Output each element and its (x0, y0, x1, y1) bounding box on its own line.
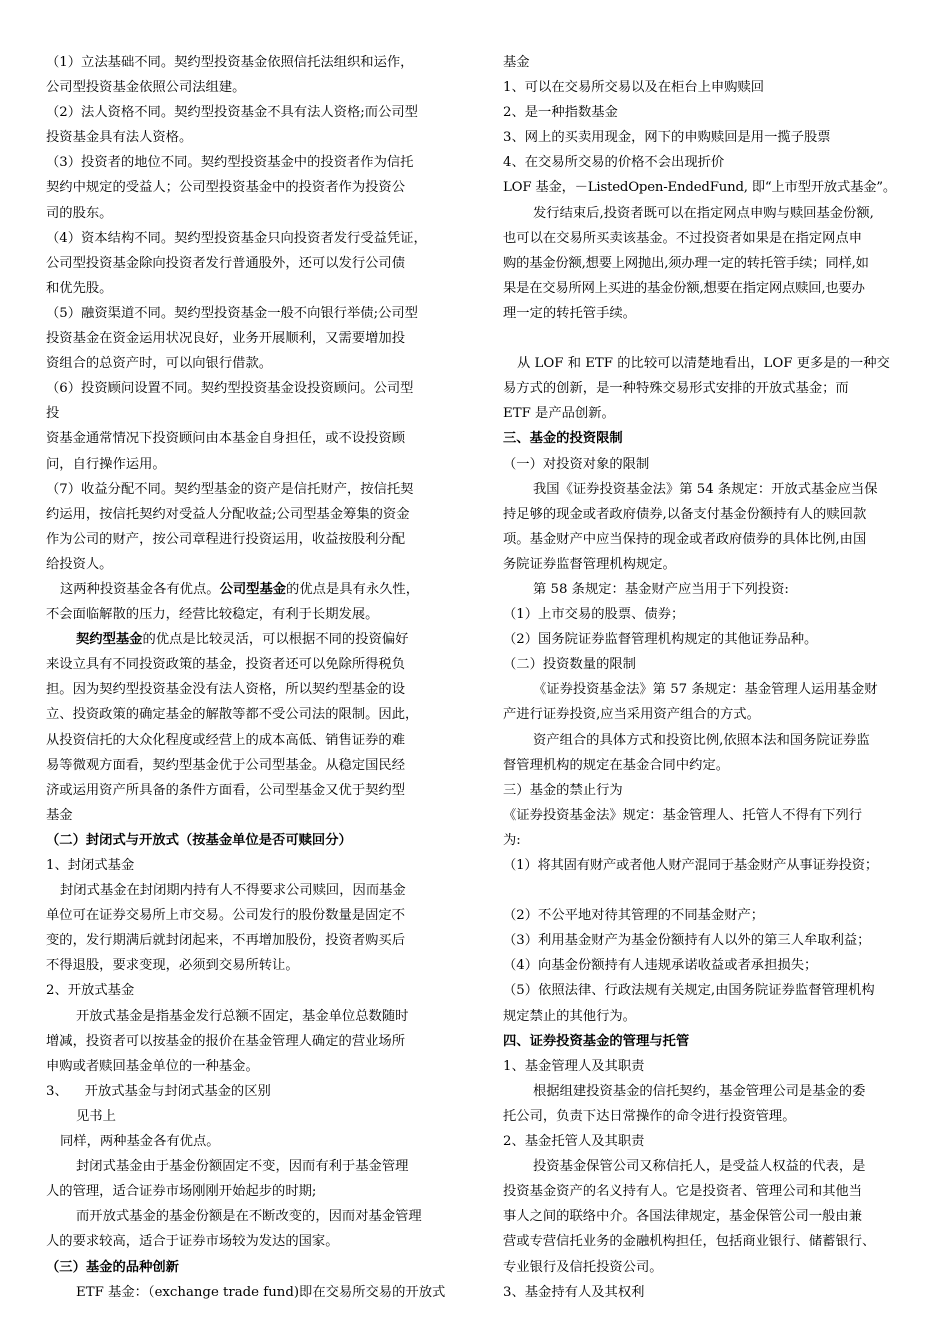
bold-term-contractual-fund: 契约型基金 (76, 632, 143, 648)
section-heading: 三、基金的投资限制 (503, 431, 623, 447)
text-line: 投 (46, 406, 60, 422)
text-line: 担。因为契约型投资基金没有法人资格，所以契约型基金的设 (46, 682, 406, 698)
text-line: （5）依照法律、行政法规有关规定,由国务院证券监督管理机构 (503, 983, 875, 999)
text-line: 司的股东。 (46, 205, 113, 221)
text-line: 2、基金托管人及其职责 (503, 1134, 645, 1150)
text-line: 立、投资政策的确定基金的解散等都不受公司法的限制。因此， (46, 707, 419, 723)
text-line: 1、可以在交易所交易以及在柜台上申购赎回 (503, 80, 765, 96)
text-line: （2）国务院证券监督管理机构规定的其他证券品种。 (503, 632, 818, 648)
text-line: 专业银行及信托投资公司。 (503, 1259, 663, 1275)
text-line: （4）资本结构不同。契约型投资基金只向投资者发行受益凭证， (46, 230, 427, 246)
text-line: 1、基金管理人及其职责 (503, 1058, 645, 1074)
text-line (46, 627, 456, 652)
text-line: 封闭式基金在封闭期内持有人不得要求公司赎回，因而基金 (60, 883, 406, 899)
text-line: 资基金通常情况下投资顾问由本基金自身担任，或不设投资顾 (46, 431, 406, 447)
text-line: 申购或者赎回基金单位的一种基金。 (46, 1058, 259, 1074)
blank-line (503, 878, 915, 903)
text-line: 公司型投资基金依照公司法组建。 (46, 80, 246, 96)
text-line: ETF 基金：（exchange trade fund)即在交易所交易的开放式 (76, 1284, 446, 1300)
text-line: 济或运用资产所具备的条件方面看，公司型基金又优于契约型 (46, 782, 406, 798)
left-column (46, 50, 456, 1305)
text-line: 《证券投资基金法》第 57 条规定：基金管理人运用基金财 (533, 682, 878, 698)
text-line: 3、 开放式基金与封闭式基金的区别 (46, 1083, 271, 1099)
text-line: 同样，两种基金各有优点。 (60, 1134, 220, 1150)
text-line: 封闭式基金由于基金份额固定不变，因而有利于基金管理 (76, 1159, 409, 1175)
text-line: 基金 (46, 807, 73, 823)
section-heading: 四、证券投资基金的管理与托管 (503, 1033, 690, 1049)
text-line: 投资基金资产的名义持有人。它是投资者、管理公司和其他当 (503, 1184, 863, 1200)
text-line: ETF 是产品创新。 (503, 406, 615, 422)
text-line: 给投资人。 (46, 556, 113, 572)
text-line: （4）向基金份额持有人违规承诺收益或者承担损失； (503, 958, 818, 974)
text-line: 不得退股，要求变现，必须到交易所转让。 (46, 958, 299, 974)
blank-line (503, 326, 915, 351)
text-line: 托公司，负责下达日常操作的命令进行投资管理。 (503, 1108, 796, 1124)
text-line: 三）基金的禁止行为 (503, 782, 623, 798)
text-run: 的优点是比较灵活，可以根据不同的投资偏好 (142, 632, 409, 648)
bold-term-corporate-fund: 公司型基金 (219, 581, 287, 597)
text-line: 而开放式基金的基金份额是在不断改变的，因而对基金管理 (76, 1209, 422, 1225)
text-line: 人的要求较高，适合于证券市场较为发达的国家。 (46, 1234, 339, 1250)
text-line: 我国《证券投资基金法》第 54 条规定：开放式基金应当保 (533, 481, 878, 497)
text-line: 2、开放式基金 (46, 983, 135, 999)
text-line: 增减，投资者可以按基金的报价在基金管理人确定的营业场所 (46, 1033, 406, 1049)
text-line: 务院证券监督管理机构规定。 (503, 556, 676, 572)
text-run: 的优点是具有永久性， (286, 581, 420, 597)
text-line: （2）法人资格不同。契约型投资基金不具有法人资格;而公司型 (46, 105, 418, 121)
text-line: 投资基金具有法人资格。 (46, 130, 193, 146)
text-line: （一）对投资对象的限制 (503, 456, 650, 472)
text-line: 资产组合的具体方式和投资比例,依照本法和国务院证券监 (533, 732, 870, 748)
text-line: LOF 基金，－ListedOpen-EndedFund, 即“上市型开放式基金”。 (503, 180, 896, 196)
text-line: 持足够的现金或者政府债券,以备支付基金份额持有人的赎回款 (503, 506, 867, 522)
text-line: 也可以在交易所买卖该基金。不过投资者如果是在指定网点申 (503, 230, 863, 246)
text-line: 约运用，按信托契约对受益人分配收益;公司型基金筹集的资金 (46, 506, 410, 522)
text-line: 公司型投资基金除向投资者发行普通股外，还可以发行公司债 (46, 255, 406, 271)
text-line: 4、在交易所交易的价格不会出现折价 (503, 155, 725, 171)
text-line: 1、封闭式基金 (46, 858, 135, 873)
text-line: 产进行证券投资,应当采用资产组合的方式。 (503, 707, 760, 723)
text-line: 项。基金财产中应当保持的现金或者政府债券的具体比例,由国 (503, 531, 867, 547)
text-line: 第 58 条规定：基金财产应当用于下列投资: (533, 581, 789, 597)
text-line: 投资基金保管公司又称信托人，是受益人权益的代表，是 (533, 1159, 866, 1175)
text-line: 资组合的总资产时，可以向银行借款。 (46, 356, 273, 372)
text-line: 3、基金持有人及其权利 (503, 1284, 645, 1300)
text-line: 为: (503, 832, 521, 848)
text-line: 开放式基金是指基金发行总额不固定，基金单位总数随时 (76, 1008, 409, 1024)
text-line: 投资基金在资金运用状况良好，业务开展顺利，又需要增加投 (46, 331, 406, 347)
text-line: 基金 (503, 55, 530, 70)
text-line: （3）利用基金财产为基金份额持有人以外的第三人牟取利益； (503, 933, 871, 949)
text-line: 人的管理，适合证券市场刚刚开始起步的时期; (46, 1184, 317, 1200)
text-line: （1）立法基础不同。契约型投资基金依照信托法组织和运作， (46, 55, 414, 70)
text-line (46, 577, 456, 602)
text-line: 从投资信托的大众化程度或经营上的成本高低、销售证券的难 (46, 732, 406, 748)
text-line: 根据组建投资基金的信托契约，基金管理公司是基金的委 (533, 1083, 866, 1099)
text-line: 事人之间的联络中介。各国法律规定，基金保管公司一般由兼 (503, 1209, 863, 1225)
section-heading: （二）封闭式与开放式（按基金单位是否可赎回分） (46, 832, 352, 848)
text-line: 易方式的创新，是一种特殊交易形式安排的开放式基金；而 (503, 381, 849, 397)
text-line: （二）投资数量的限制 (503, 657, 636, 673)
text-line: （5）融资渠道不同。契约型投资基金一般不向银行举债;公司型 (46, 305, 418, 321)
text-line: 督管理机构的规定在基金合同中约定。 (503, 757, 730, 773)
text-line: （2）不公平地对待其管理的不同基金财产； (503, 908, 765, 924)
text-line: 见书上 (76, 1108, 116, 1124)
text-line: 契约中规定的受益人；公司型投资基金中的投资者作为投资公 (46, 180, 406, 196)
section-heading: （三）基金的品种创新 (46, 1259, 179, 1275)
text-line: 2、是一种指数基金 (503, 105, 618, 121)
text-line: 发行结束后,投资者既可以在指定网点申购与赎回基金份额, (533, 205, 874, 221)
text-line: 3、网上的买卖用现金，网下的申购赎回是用一揽子股票 (503, 130, 831, 146)
text-line: 理一定的转托管手续。 (503, 305, 636, 321)
text-line: 营或专营信托业务的金融机构担任，包括商业银行、储蓄银行、 (503, 1234, 876, 1250)
right-column (503, 50, 915, 1305)
text-line: 购的基金份额,想要上网抛出,须办理一定的转托管手续；同样,如 (503, 255, 869, 271)
text-line: 易等微观方面看，契约型基金优于公司型基金。从稳定国民经 (46, 757, 406, 773)
text-line: 和优先股。 (46, 280, 113, 296)
text-line: 变的，发行期满后就封闭起来，不再增加股份，投资者购买后 (46, 933, 406, 949)
text-line: （3）投资者的地位不同。契约型投资基金中的投资者作为信托 (46, 155, 414, 171)
text-run: 这两种投资基金各有优点。 (60, 581, 220, 597)
text-line: （7）收益分配不同。契约型基金的资产是信托财产，按信托契 (46, 481, 414, 497)
text-line: （1）上市交易的股票、债券； (503, 607, 685, 623)
text-line: 来设立具有不同投资政策的基金，投资者还可以免除所得税负 (46, 657, 406, 673)
text-line: 从 LOF 和 ETF 的比较可以清楚地看出，LOF 更多是的一种交 (517, 356, 890, 372)
text-line: 果是在交易所网上买进的基金份额,想要在指定网点赎回,也要办 (503, 280, 865, 296)
text-line: （6）投资顾问设置不同。契约型投资基金设投资顾问。公司型 (46, 381, 414, 397)
text-line: 问，自行操作运用。 (46, 456, 166, 472)
text-line: （1）将其固有财产或者他人财产混同于基金财产从事证券投资； (503, 858, 878, 873)
text-line: 不会面临解散的压力，经营比较稳定，有利于长期发展。 (46, 607, 379, 623)
text-line: 规定禁止的其他行为。 (503, 1008, 636, 1024)
text-line: 《证券投资基金法》规定：基金管理人、托管人不得有下列行 (503, 807, 863, 823)
text-line: 单位可在证券交易所上市交易。公司发行的股份数量是固定不 (46, 908, 406, 924)
text-line: 作为公司的财产，按公司章程进行投资运用，收益按股利分配 (46, 531, 406, 547)
